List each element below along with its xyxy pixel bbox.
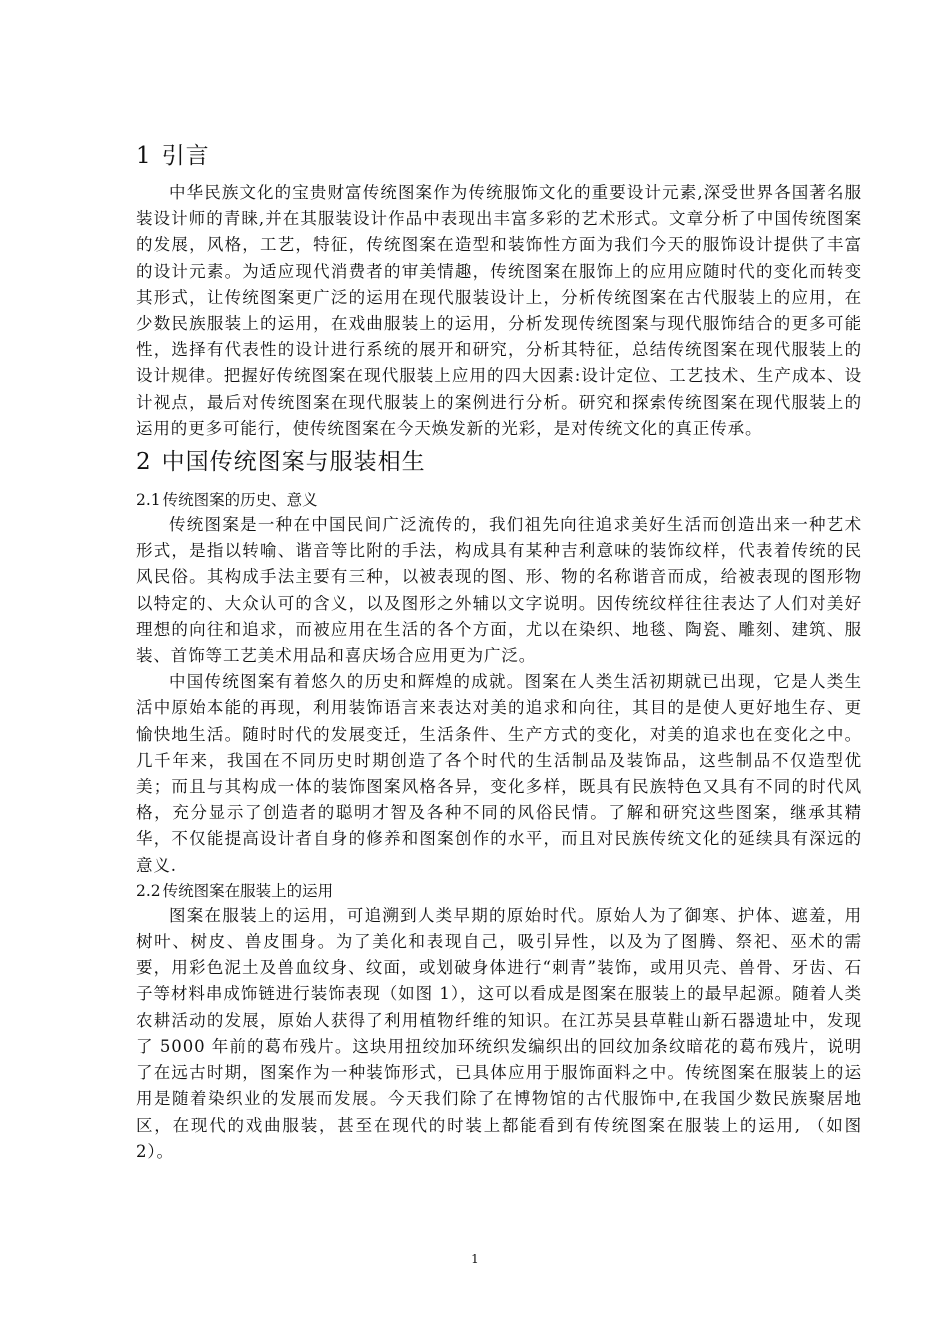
subsection-2-1-heading	[136, 488, 862, 512]
section-1-number: 1	[136, 143, 152, 169]
subsection-2-2-number: 2.2	[136, 881, 161, 900]
page-number: 1	[471, 1252, 479, 1266]
section-1-heading	[136, 138, 862, 174]
subsection-2-1-title: 传统图案的历史、意义	[162, 491, 318, 510]
section-2-heading	[136, 444, 862, 480]
subsection-2-2-heading	[136, 879, 862, 903]
subsection-2-1-paragraph-1: 传统图案是一种在中国民间广泛流传的，我们祖先向往追求美好生活而创造出来一种艺术形式，是指以转喻、谐音等比附的手法，构成具有某种吉利意味的装饰纹样，代表着传统的民风民俗。其构成手法主要有三种，以被表现的图、形、物的名称谐音而成，给被表现的图形物以特定的、大众认可的含义，以及图形之外辅以文字说明。因传统纹样往往表达了人们对美好理想的向往和追求，而被应用在生活的各个方面，尤以在染织、地毯、陶瓷、雕刻、建筑、服装、首饰等工艺美术用品和喜庆场合应用更为广泛。	[136, 515, 862, 666]
subsection-2-1-number: 2.1	[136, 491, 161, 510]
section-1-title: 引言	[161, 143, 210, 169]
intro-paragraph: 中华民族文化的宝贵财富传统图案作为传统服饰文化的重要设计元素,深受世界各国著名服装设计师的青睐,并在其服装设计作品中表现出丰富多彩的艺术形式。文章分析了中国传统图案的发展，风格，工艺，特征，传统图案在造型和装饰性方面为我们今天的服饰设计提供了丰富的设计元素。为适应现代消费者的审美情趣，传统图案在服饰上的应用应随时代的变化而转变其形式，让传统图案更广泛的运用在现代服装设计上，分析传统图案在古代服装上的应用，在少数民族服装上的运用，在戏曲服装上的运用，分析发现传统图案与现代服饰结合的更多可能性，选择有代表性的设计进行系统的展开和研究，分析其特征，总结传统图案在现代服装上的设计规律。把握好传统图案在现代服装上应用的四大因素:设计定位、工艺技术、生产成本、设计视点，最后对传统图案在现代服装上的案例进行分析。研究和探索传统图案在现代服装上的运用的更多可能行，使传统图案在今天焕发新的光彩，是对传统文化的真正传承。	[136, 183, 862, 438]
section-2-title: 中国传统图案与服装相生	[161, 449, 426, 476]
subsection-2-2-title: 传统图案在服装上的运用	[162, 881, 334, 900]
subsection-2-1-paragraph-2: 中国传统图案有着悠久的历史和辉煌的成就。图案在人类生活初期就已出现，它是人类生活中原始本能的再现，利用装饰语言来表达对美的追求和向往，其目的是使人更好地生存、更愉快地生活。随时时代的发展变迁，生活条件、生产方式的变化，对美的追求也在变化之中。几千年来，我国在不同历史时期创造了各个时代的生活制品及装饰品，这些制品不仅造型优美；而且与其构成一体的装饰图案风格各异，变化多样，既具有民族特色又具有不同的时代风格，充分显示了创造者的聪明才智及各种不同的风俗民情。了解和研究这些图案，继承其精华，不仅能提高设计者自身的修养和图案创作的水平，而且对民族传统文化的延续具有深远的意义.	[136, 672, 862, 875]
section-2-number: 2	[136, 449, 152, 476]
subsection-2-2-paragraph-1: 图案在服装上的运用，可追溯到人类早期的原始时代。原始人为了御寒、护体、遮羞，用树叶、树皮、兽皮围身。为了美化和表现自己，吸引异性，以及为了图腾、祭祀、巫术的需要，用彩色泥土及兽血纹身、纹面，或划破身体进行“刺青”装饰，或用贝壳、兽骨、牙齿、石子等材料串成饰链进行装饰表现（如图 1），这可以看成是图案在服装上的最早起源。随着人类农耕活动的发展，原始人获得了利用植物纤维的知识。在江苏吴县草鞋山新石器遗址中，发现了 5000 年前的葛布残片。这块用扭绞加环统织发编织出的回纹加条纹暗花的葛布残片，说明了在远古时期，图案作为一种装饰形式，已具体应用于服饰面料之中。传统图案在服装上的运用是随着染织业的发展而发展。今天我们除了在博物馆的古代服饰中,在我国少数民族聚居地区，在现代的戏曲服装，甚至在现代的时装上都能看到有传统图案在服装上的运用, （如图 2）。	[136, 905, 862, 1161]
page-content	[136, 138, 862, 1165]
